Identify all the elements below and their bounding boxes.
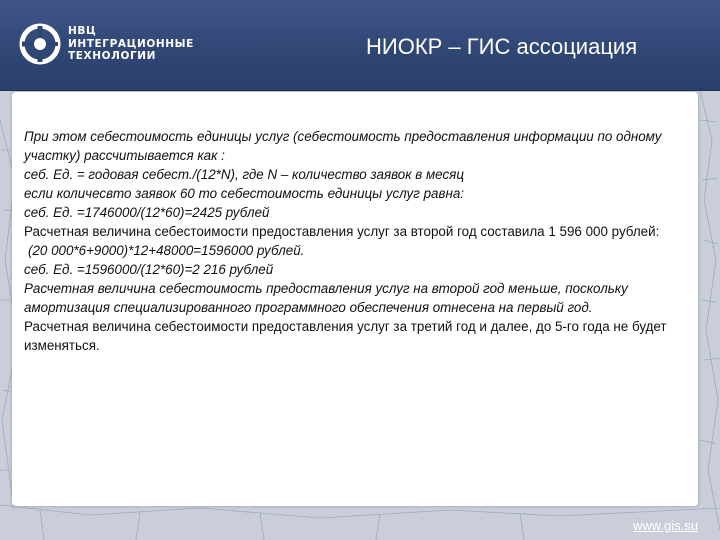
website-link[interactable]: www.gis.su xyxy=(632,518,698,533)
logo-line-1: НВЦ xyxy=(68,25,97,37)
paragraph-8: Расчетная величина себестоимость предоставления услуг на второй год меньше, поскольку амортизация специализированного программного обеспечения отнесена на первый год. xyxy=(24,281,628,315)
header-bar xyxy=(0,0,720,91)
logo-line-3: ТЕХНОЛОГИИ xyxy=(68,50,157,62)
paragraph-1: При этом себестоимость единицы услуг (себестоимость предоставления информации по одному участку) рассчитывается как : xyxy=(24,129,662,163)
logo-globe-icon xyxy=(18,22,62,66)
company-logo[interactable] xyxy=(18,22,218,68)
paragraph-6: (20 000*6+9000)*12+48000=1596000 рублей. xyxy=(28,243,305,258)
paragraph-7: себ. Ед. =1596000/(12*60)=2 216 рублей xyxy=(24,262,274,277)
paragraph-2: себ. Ед. = годовая себест./(12*N), где N – количество заявок в месяц xyxy=(24,167,464,182)
logo-line-2: ИНТЕГРАЦИОННЫЕ xyxy=(68,37,194,50)
paragraph-5: Расчетная величина себестоимости предоставления услуг за второй год составила 1 596 000 рублей: xyxy=(24,224,660,239)
slide-title: НИОКР – ГИС ассоциация xyxy=(366,34,638,59)
body-text xyxy=(24,127,690,355)
paragraph-4: себ. Ед. =1746000/(12*60)=2425 рублей xyxy=(24,205,270,220)
logo-text xyxy=(68,25,194,63)
paragraph-3: если количесвто заявок 60 то себестоимость единицы услуг равна: xyxy=(24,186,464,201)
paragraph-9: Расчетная величина себестоимости предоставления услуг за третий год и далее, до 5-го года не будет изменяться. xyxy=(24,319,667,353)
